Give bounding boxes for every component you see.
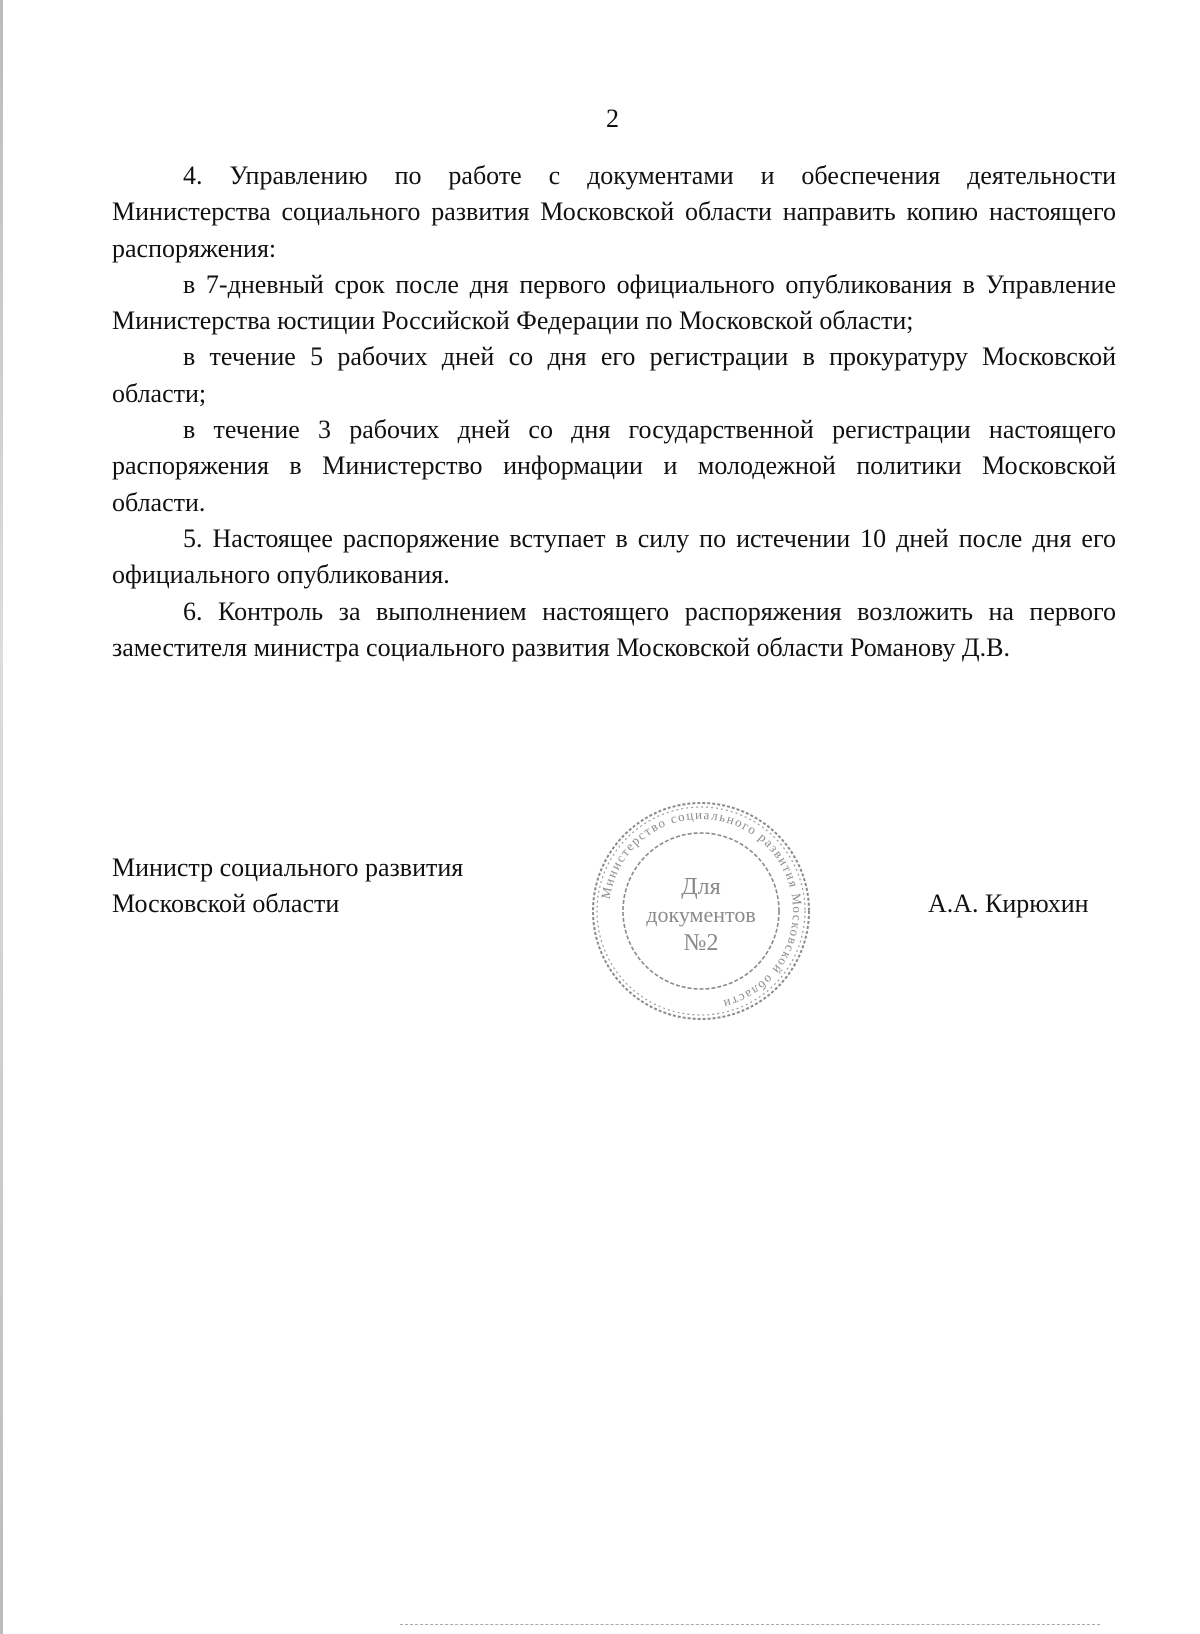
stamp-ring-text: Министерство социального развития Московской области xyxy=(597,806,806,1013)
official-stamp xyxy=(588,798,814,1024)
paragraph-4: 4. Управлению по работе с документами и обеспечения деятельности Министерства социального развития Московской области направить копию настоящего распоряжения: xyxy=(112,161,1116,263)
paragraph-5: 5. Настоящее распоряжение вступает в силу по истечении 10 дней после дня его официального опубликования. xyxy=(112,523,1116,590)
paragraph-4-item-1: в 7-дневный срок после дня первого официального опубликования в Управление Министерства юстиции Российской Федерации по Московской области; xyxy=(112,269,1116,336)
scan-bottom-mark xyxy=(400,1624,1100,1627)
document-body xyxy=(112,158,1116,666)
stamp-center-line-2: документов xyxy=(646,902,756,927)
stamp-seal-icon xyxy=(588,798,814,1024)
signatory-position-line-1: Министр социального развития xyxy=(112,853,464,882)
signatory-name: А.А. Кирюхин xyxy=(928,889,1089,918)
stamp-center-line-1: Для xyxy=(681,874,721,900)
stamp-center-line-3: №2 xyxy=(683,930,719,956)
page-number: 2 xyxy=(606,104,619,133)
paragraph-4-item-2: в течение 5 рабочих дней со дня его регистрации в прокуратуру Московской области; xyxy=(112,342,1116,408)
paragraph-6: 6. Контроль за выполнением настоящего распоряжения возложить на первого заместителя министра социального развития Московской области Романову Д.В. xyxy=(112,596,1116,662)
signatory-position xyxy=(112,850,463,922)
signatory-position-line-2: Московской области xyxy=(112,889,340,918)
scan-left-edge xyxy=(0,0,3,1634)
paragraph-4-item-3: в течение 3 рабочих дней со дня государственной регистрации настоящего распоряжения в Министерство информации и молодежной политики Московской области. xyxy=(112,415,1116,517)
